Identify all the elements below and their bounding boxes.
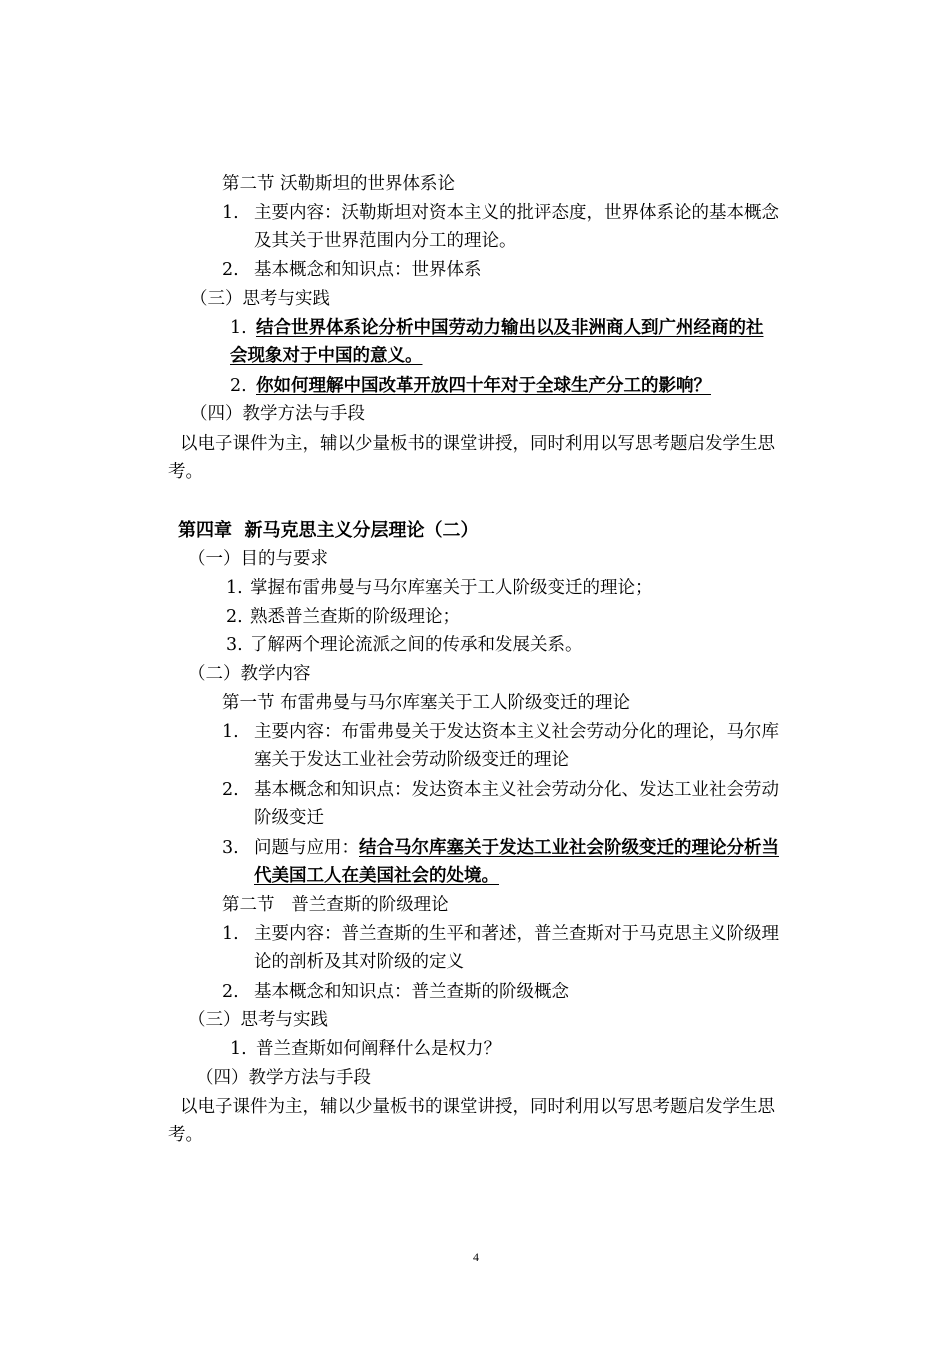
- subheading: （四）教学方法与手段: [190, 404, 365, 424]
- item-text: 掌握布雷弗曼与马尔库塞关于工人阶级变迁的理论；: [250, 578, 653, 598]
- item-number: 1.: [230, 1039, 247, 1059]
- list-item: [226, 574, 653, 603]
- item-text: 基本概念和知识点：普兰查斯的阶级概念: [254, 982, 569, 1002]
- paragraph-line: 考。: [168, 1125, 203, 1145]
- item-continuation: 阶级变迁: [254, 808, 324, 828]
- paragraph-line: 以电子课件为主，辅以少量板书的课堂讲授，同时利用以写思考题启发学生思: [180, 1097, 775, 1117]
- item-number: 2.: [230, 376, 247, 396]
- paragraph-line: 考。: [168, 462, 203, 482]
- item-continuation: 及其关于世界范围内分工的理论。: [254, 231, 517, 251]
- list-item: [222, 256, 482, 285]
- list-item: [226, 603, 460, 632]
- subheading: （一）目的与要求: [188, 549, 328, 569]
- question-text: 结合马尔库塞关于发达工业社会阶级变迁的理论分析当: [359, 838, 779, 858]
- paragraph-line: 以电子课件为主，辅以少量板书的课堂讲授，同时利用以写思考题启发学生思: [180, 434, 775, 454]
- item-number: 2.: [226, 607, 243, 627]
- section-title: 第二节 普兰查斯的阶级理论: [222, 895, 449, 915]
- list-item: [222, 978, 569, 1007]
- question-text: 你如何理解中国改革开放四十年对于全球生产分工的影响？: [256, 376, 711, 396]
- item-number: 2.: [222, 982, 239, 1002]
- item-number: 1.: [222, 722, 239, 742]
- item-number: 3.: [222, 838, 239, 858]
- question-continuation: 代美国工人在美国社会的处境。: [254, 866, 499, 886]
- question-continuation: 会现象对于中国的意义。: [230, 346, 423, 366]
- list-item: [222, 199, 779, 228]
- question-item: [230, 314, 764, 343]
- item-text: 基本概念和知识点：发达资本主义社会劳动分化、发达工业社会劳动: [254, 780, 779, 800]
- subheading: （三）思考与实践: [190, 289, 330, 309]
- item-text: 熟悉普兰查斯的阶级理论；: [250, 607, 460, 627]
- item-text: 基本概念和知识点：世界体系: [254, 260, 482, 280]
- item-number: 1.: [222, 203, 239, 223]
- section-title: 第一节 布雷弗曼与马尔库塞关于工人阶级变迁的理论: [222, 693, 631, 713]
- item-continuation: 塞关于发达工业社会劳动阶级变迁的理论: [254, 750, 569, 770]
- item-number: 1.: [230, 318, 247, 338]
- item-text: 了解两个理论流派之间的传承和发展关系。: [250, 635, 583, 655]
- question-text: 普兰查斯如何阐释什么是权力？: [256, 1039, 501, 1059]
- list-item: [226, 631, 583, 660]
- item-text: 主要内容：沃勒斯坦对资本主义的批评态度，世界体系论的基本概念: [254, 203, 779, 223]
- question-item: [230, 372, 711, 401]
- question-text: 结合世界体系论分析中国劳动力输出以及非洲商人到广州经商的社: [256, 318, 764, 338]
- subheading: （二）教学内容: [188, 664, 311, 684]
- list-item: [222, 834, 779, 863]
- list-item: [222, 718, 779, 747]
- item-number: 2.: [222, 260, 239, 280]
- subheading: （三）思考与实践: [188, 1010, 328, 1030]
- chapter-title: 第四章 新马克思主义分层理论（二）: [178, 520, 479, 541]
- item-number: 2.: [222, 780, 239, 800]
- item-text: 主要内容：普兰查斯的生平和著述，普兰查斯对于马克思主义阶级理: [254, 924, 779, 944]
- item-number: 3.: [226, 635, 243, 655]
- item-prefix: 问题与应用：: [254, 838, 359, 858]
- item-continuation: 论的剖析及其对阶级的定义: [254, 952, 464, 972]
- item-number: 1.: [226, 578, 243, 598]
- list-item: [222, 776, 779, 805]
- question-item: [230, 1035, 501, 1064]
- item-number: 1.: [222, 924, 239, 944]
- subheading: （四）教学方法与手段: [196, 1068, 371, 1088]
- item-text: 主要内容：布雷弗曼关于发达资本主义社会劳动分化的理论，马尔库: [254, 722, 779, 742]
- list-item: [222, 920, 779, 949]
- page-number: 4: [473, 1250, 479, 1264]
- section-title: 第二节 沃勒斯坦的世界体系论: [222, 174, 456, 194]
